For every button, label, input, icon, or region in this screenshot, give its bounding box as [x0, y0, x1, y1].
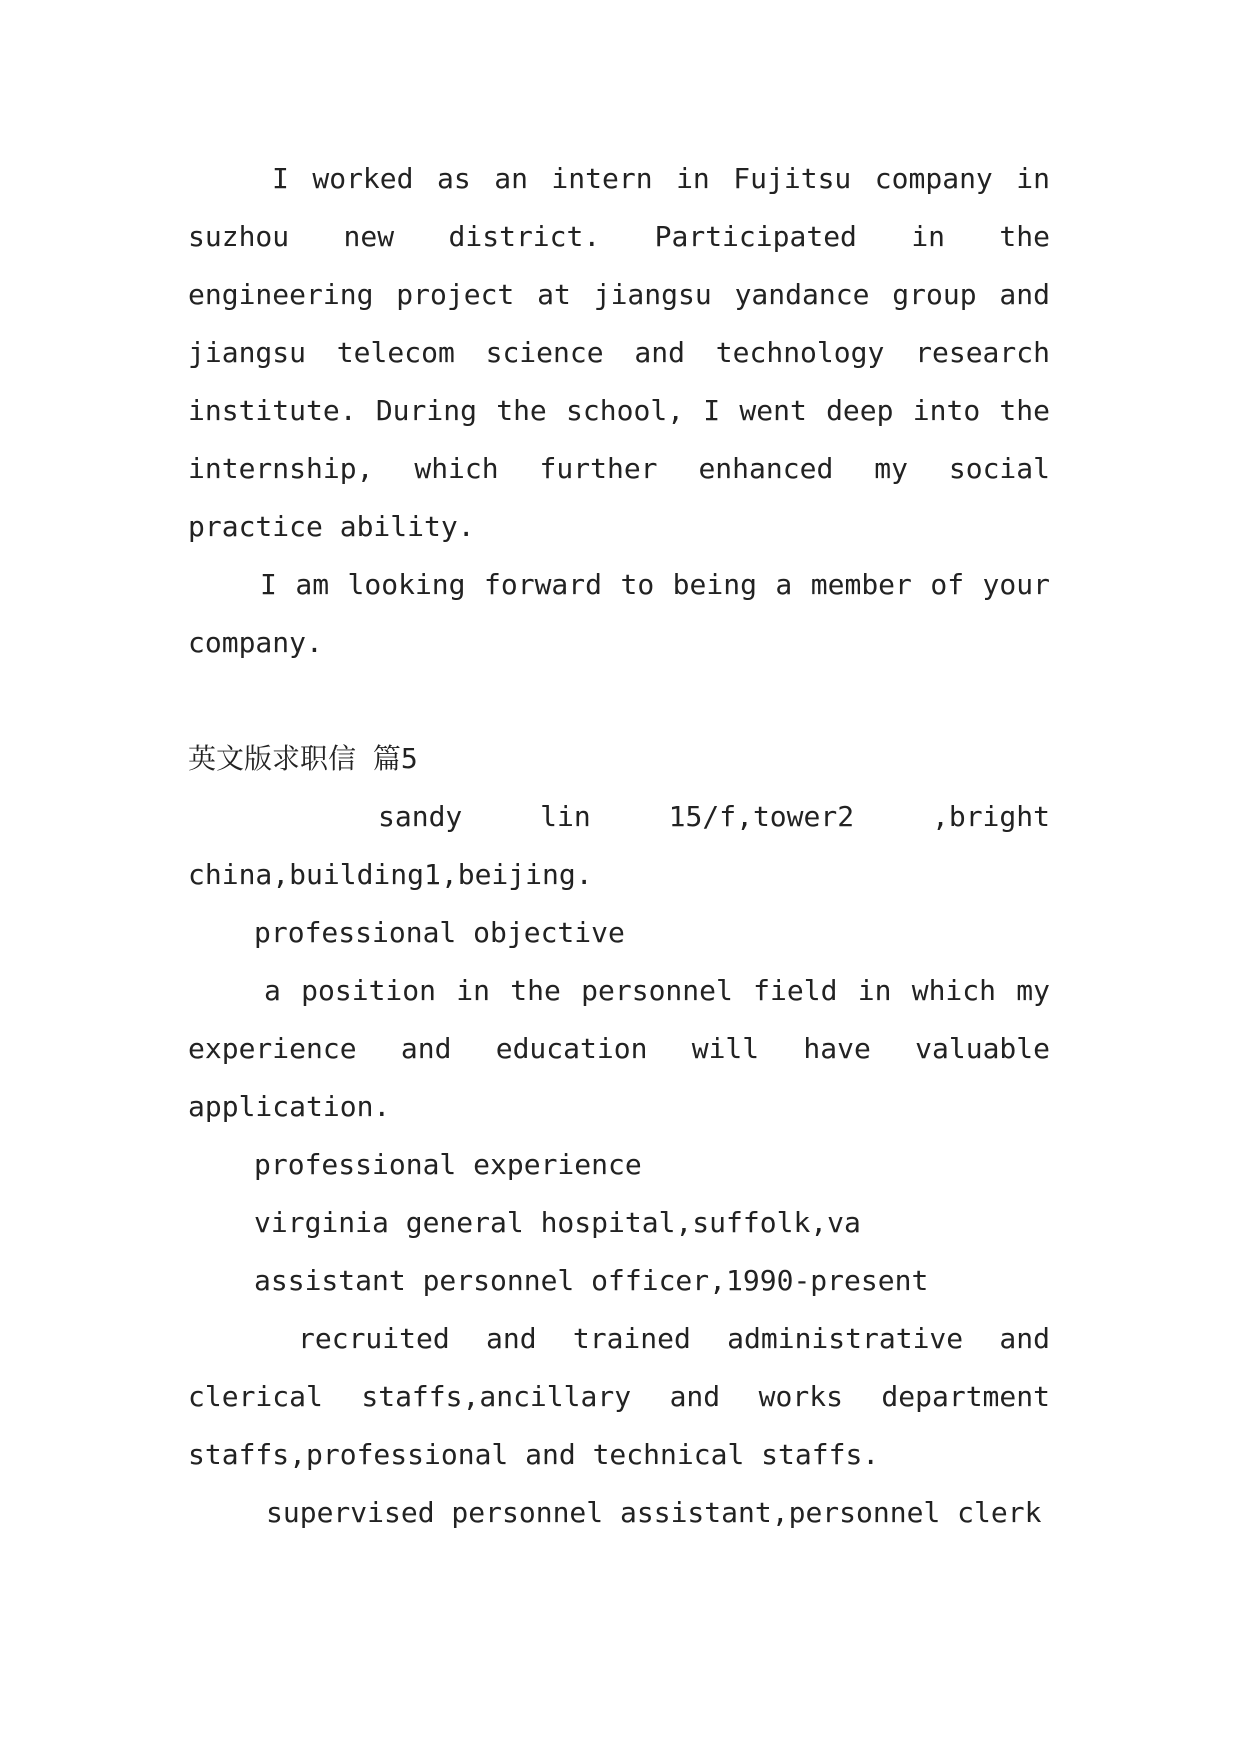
paragraph-gap	[188, 672, 1050, 730]
paragraph-experience-title: professional experience	[254, 1148, 642, 1181]
paragraph-objective-title: professional objective	[254, 916, 625, 949]
document-body	[188, 150, 1050, 1542]
paragraph-internship: I worked as an intern in Fujitsu company in suzhou new district. Participated in the engineering project at jiangsu yandance group and jiangsu telecom science and technology research institute. During the school, I went deep into the internship, which further enhanced my social practice ability.	[188, 162, 1050, 543]
paragraph-position: assistant personnel officer,1990-present	[254, 1264, 929, 1297]
paragraph-employer: virginia general hospital,suffolk,va	[254, 1206, 861, 1239]
paragraph-supervised: supervised personnel assistant,personnel clerk	[266, 1496, 1042, 1529]
paragraph-looking-forward: I am looking forward to being a member of your company.	[188, 568, 1050, 659]
paragraph-address: sandy lin 15/f,tower2 ,bright china,building1,beijing.	[188, 800, 1050, 891]
paragraph-objective: a position in the personnel field in which my experience and education will have valuable application.	[188, 974, 1050, 1123]
section-heading: 英文版求职信 篇5	[188, 742, 418, 775]
paragraph-recruited: recruited and trained administrative and clerical staffs,ancillary and works department staffs,professional and technical staffs.	[188, 1322, 1050, 1471]
